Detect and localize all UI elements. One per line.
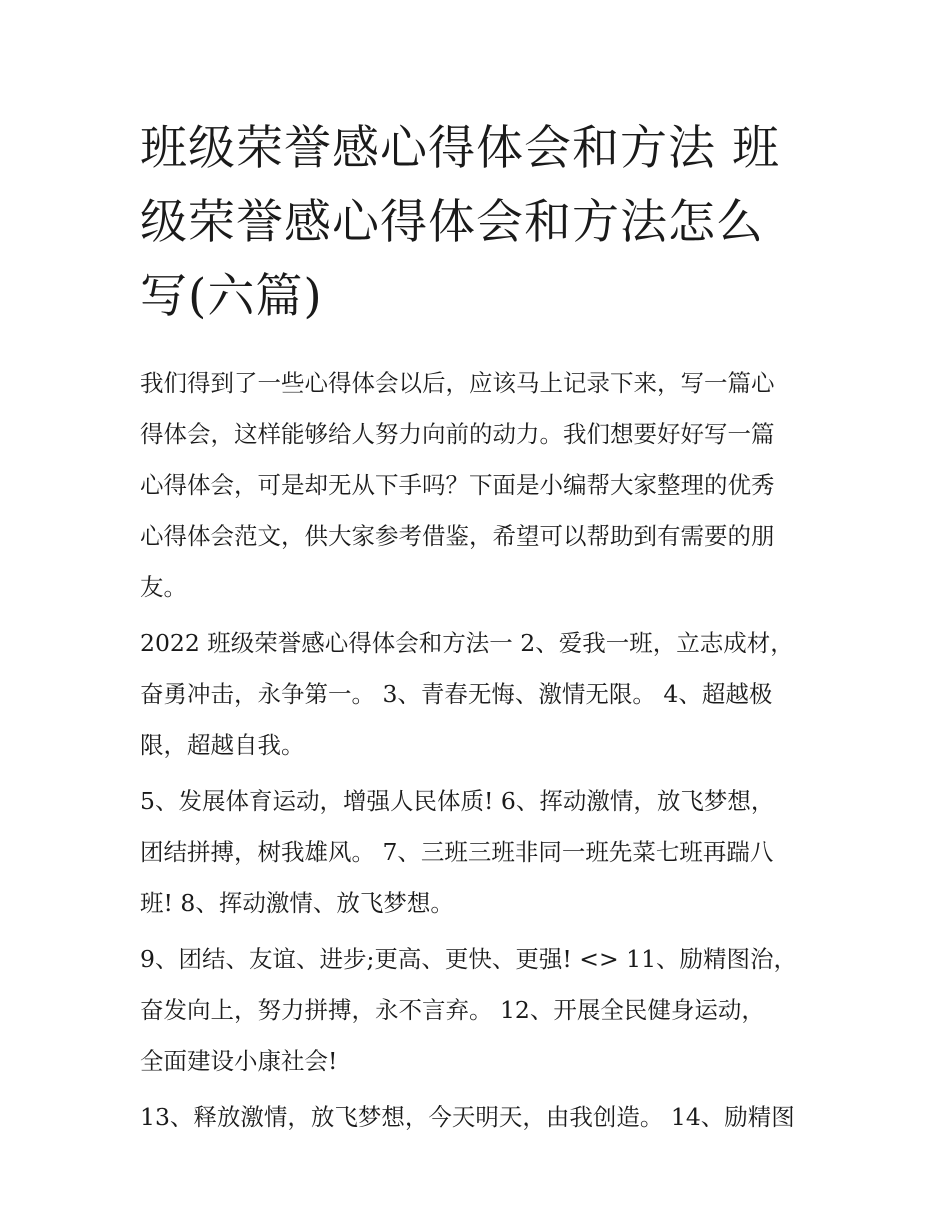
document-page xyxy=(140,112,812,1143)
text-line: 全面建设小康社会! xyxy=(140,1047,338,1075)
title-line: 级荣誉感心得体会和方法怎么 xyxy=(140,195,764,250)
text-line: 团结拼搏，树我雄风。 7、三班三班非同一班先菜七班再踹八 xyxy=(140,838,774,866)
document-title xyxy=(140,112,812,334)
text-line: 友。 xyxy=(140,573,187,601)
body-paragraph xyxy=(140,1092,812,1143)
body-paragraph xyxy=(140,934,812,1087)
text-line: 奋勇冲击，永争第一。 3、青春无悔、激情无限。 4、超越极 xyxy=(140,680,773,708)
text-line: 我们得到了一些心得体会以后，应该马上记录下来，写一篇心 xyxy=(140,369,775,397)
text-line: 9、团结、友谊、进步;更高、更快、更强! <> 11、励精图治， xyxy=(140,945,798,973)
text-line: 得体会，这样能够给人努力向前的动力。我们想要好好写一篇 xyxy=(140,420,775,448)
document-body xyxy=(140,358,812,1143)
text-line: 班! 8、挥动激情、放飞梦想。 xyxy=(140,889,454,917)
text-line: 2022 班级荣誉感心得体会和方法一 2、爱我一班，立志成材， xyxy=(140,629,794,657)
text-line: 5、发展体育运动，增强人民体质! 6、挥动激情，放飞梦想， xyxy=(140,787,775,815)
text-line: 13、释放激情，放飞梦想，今天明天，由我创造。 14、励精图 xyxy=(140,1103,795,1131)
title-line: 写(六篇) xyxy=(140,269,323,324)
intro-paragraph xyxy=(140,358,812,613)
body-paragraph xyxy=(140,618,812,771)
text-line: 限，超越自我。 xyxy=(140,731,305,759)
text-line: 奋发向上，努力拼搏，永不言弃。 12、开展全民健身运动， xyxy=(140,996,765,1024)
text-line: 心得体会，可是却无从下手吗？下面是小编帮大家整理的优秀 xyxy=(140,471,775,499)
text-line: 心得体会范文，供大家参考借鉴，希望可以帮助到有需要的朋 xyxy=(140,522,775,550)
body-paragraph xyxy=(140,776,812,929)
title-line: 班级荣誉感心得体会和方法 班 xyxy=(140,121,780,176)
